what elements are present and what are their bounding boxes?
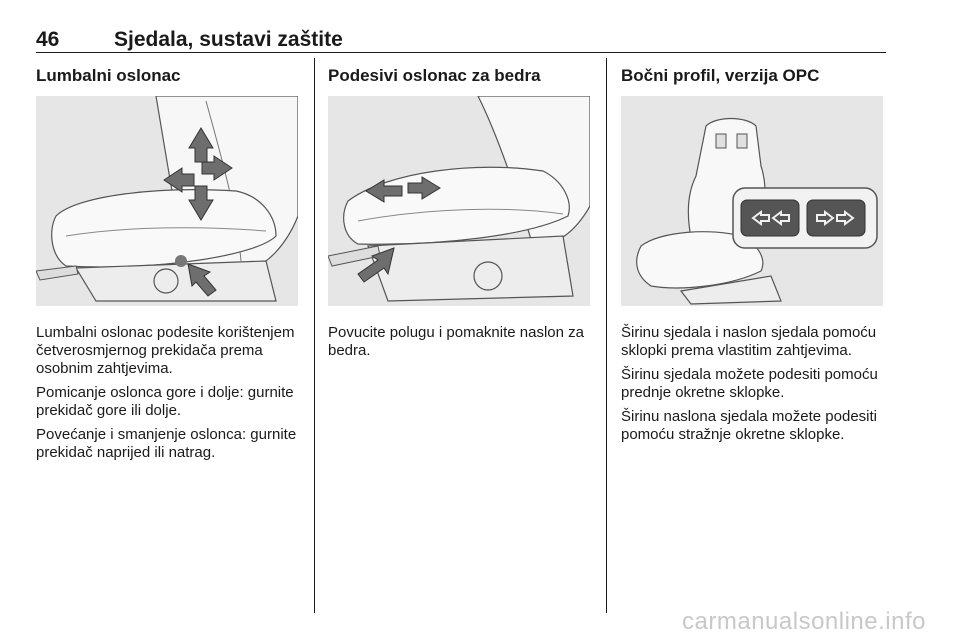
section-heading: Bočni profil, verzija OPC	[621, 66, 820, 85]
page-title: Sjedala, sustavi zaštite	[114, 28, 343, 51]
seat-side-bolster-illustration	[621, 96, 883, 306]
section-side-bolster-opc	[621, 66, 883, 450]
section-body	[621, 324, 883, 444]
paragraph: Povećanje i smanjenje oslonca: gurnite prekidač naprijed ili natrag.	[36, 426, 297, 461]
column-divider	[606, 58, 607, 613]
section-lumbar-support	[36, 66, 298, 468]
paragraph: Širinu sjedala i naslon sjedala pomoću sklopki prema vlastitim zahtjevima.	[621, 324, 877, 359]
paragraph: Pomicanje oslonca gore i dolje: gurnite prekidač gore ili dolje.	[36, 384, 294, 419]
section-heading: Podesivi oslonac za bedra	[328, 66, 541, 85]
section-heading: Lumbalni oslonac	[36, 66, 181, 85]
section-thigh-support	[328, 66, 590, 366]
seat-lumbar-adjust-illustration	[36, 96, 298, 306]
column-divider	[314, 58, 315, 613]
paragraph: Širinu sjedala možete podesiti pomoću prednje okretne sklopke.	[621, 366, 878, 401]
paragraph: Širinu naslona sjedala možete podesiti pomoću stražnje okretne sklopke.	[621, 408, 877, 443]
page-header	[36, 28, 886, 50]
section-body	[36, 324, 298, 462]
paragraph: Lumbalni oslonac podesite korištenjem četverosmjernog prekidača prema osobnim zahtjevima.	[36, 324, 295, 377]
paragraph: Povucite polugu i pomaknite naslon za bedra.	[328, 324, 584, 359]
watermark: carmanualsonline.info	[682, 608, 926, 635]
seat-thigh-support-illustration	[328, 96, 590, 306]
section-body	[328, 324, 590, 360]
page-number: 46	[36, 28, 60, 51]
header-divider	[36, 52, 886, 53]
